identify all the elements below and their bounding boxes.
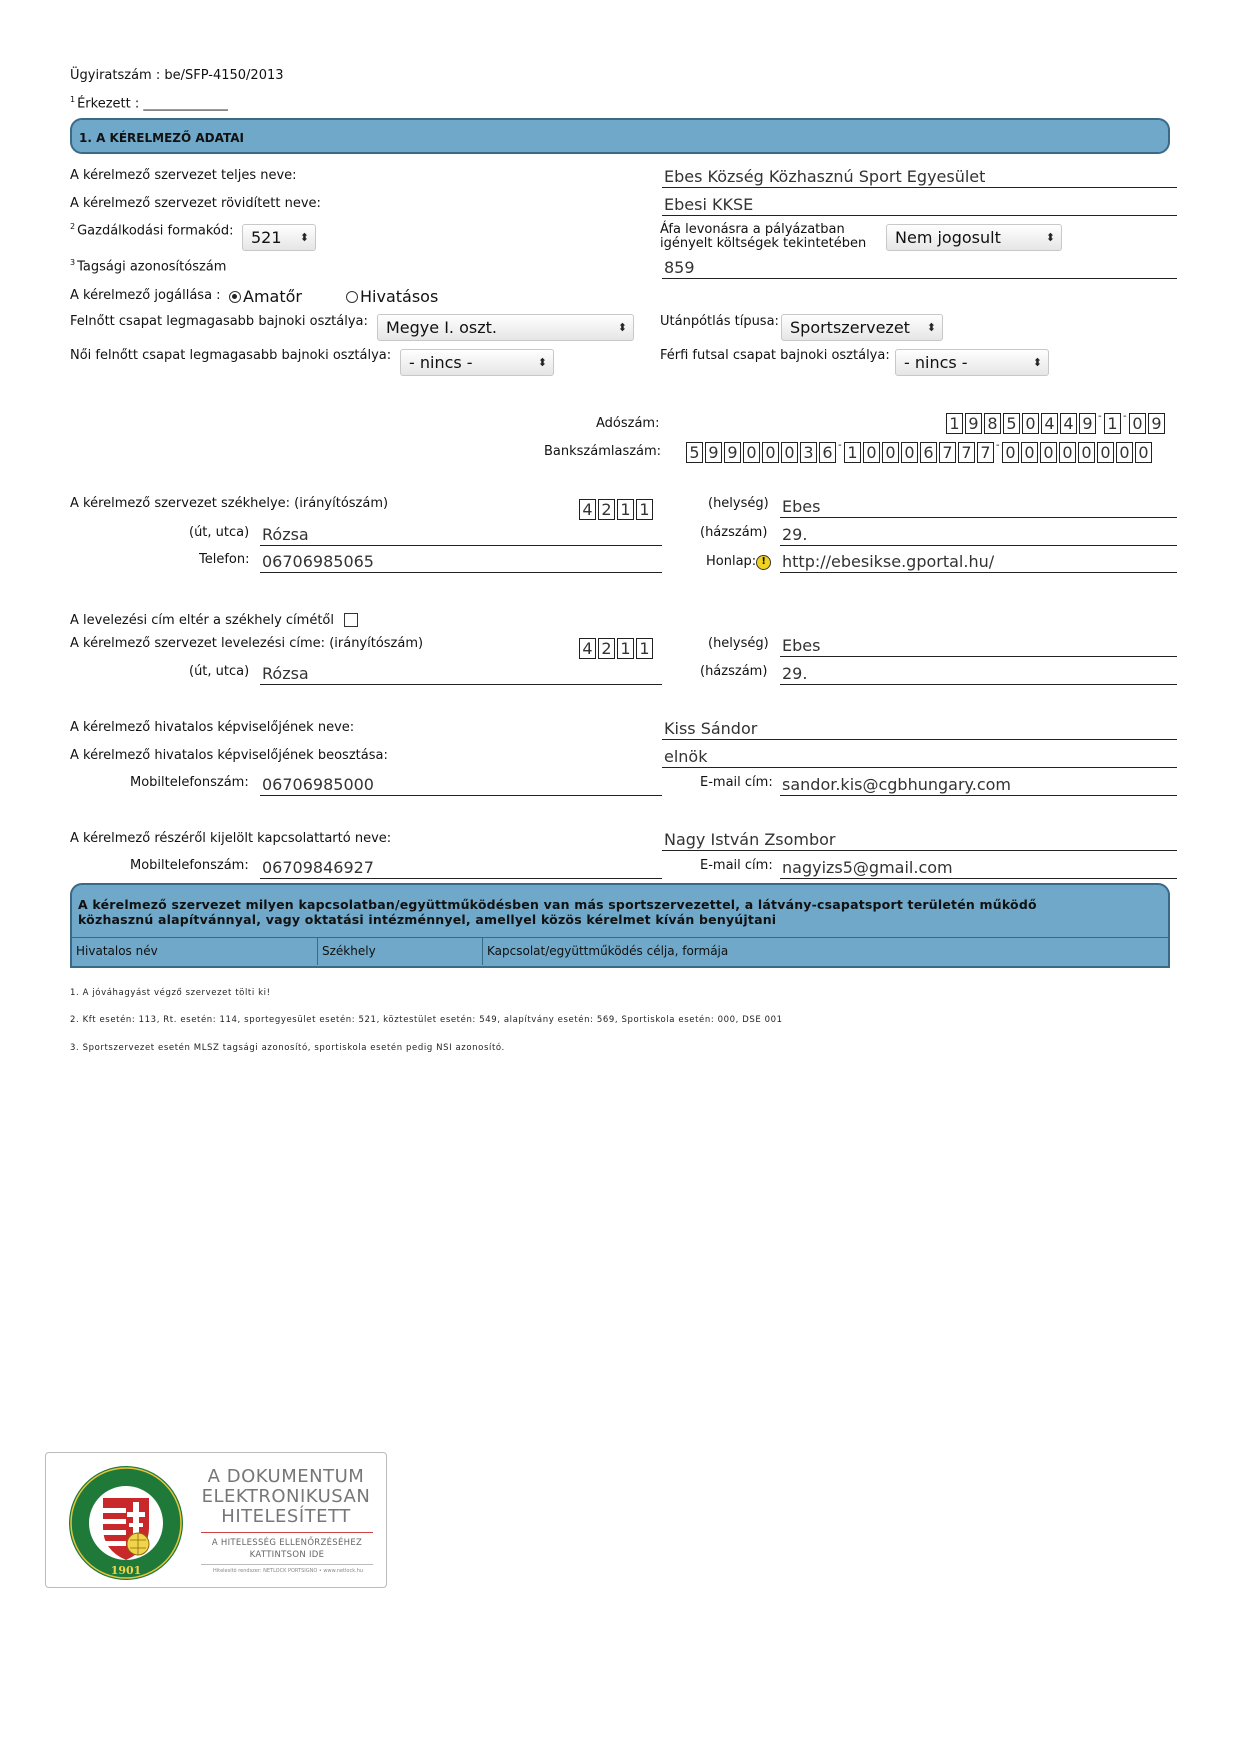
bank-account-separator: - <box>838 440 842 451</box>
contact-mobile-field[interactable]: 06709846927 <box>260 857 662 879</box>
svg-text:1901: 1901 <box>110 1564 142 1577</box>
select-arrows-icon: ⬍ <box>1045 231 1055 244</box>
youth-type-label: Utánpótlás típusa: <box>660 314 779 329</box>
footnote-2: 2. Kft esetén: 113, Rt. esetén: 114, sportegyesület esetén: 521, köztestület esetén: 549, alapítvány esetén: 569, Sportiskola esetén: 000, DSE 001 <box>70 1015 783 1025</box>
bank-account-field[interactable] <box>686 441 1154 463</box>
web-label <box>706 554 771 570</box>
bank-account-digit: 5 <box>686 442 703 463</box>
seat-city-field[interactable]: Ebes <box>780 496 1177 518</box>
legal-status-amateur[interactable] <box>229 287 302 306</box>
seat-zip-digit: 1 <box>636 499 653 520</box>
seat-zip-digit: 1 <box>617 499 634 520</box>
select-arrows-icon: ⬍ <box>926 321 936 334</box>
mail-zip-digit: 1 <box>617 638 634 659</box>
bank-account-digit: 0 <box>1002 442 1019 463</box>
seat-zip-digit: 4 <box>579 499 596 520</box>
select-arrows-icon: ⬍ <box>537 356 547 369</box>
relations-title <box>78 897 1037 927</box>
bank-account-digit: 0 <box>1078 442 1095 463</box>
web-label-text: Honlap: <box>706 554 757 569</box>
received-label: Érkezett : _____________ <box>77 96 228 112</box>
youth-type-value: Sportszervezet <box>790 318 910 337</box>
mail-house-label: (házszám) <box>700 664 768 679</box>
stamp-title-line-3: HITELESÍTETT <box>221 1506 351 1527</box>
mail-zip-digit: 1 <box>636 638 653 659</box>
women-division-label: Női felnőtt csapat legmagasabb bajnoki osztálya: <box>70 348 392 363</box>
web-field[interactable]: http://ebesikse.gportal.hu/ <box>780 551 1177 573</box>
rep-email-label: E-mail cím: <box>700 775 773 790</box>
vat-value: Nem jogosult <box>895 228 1001 247</box>
relations-title-line-2: közhasznú alapítvánnyal, vagy oktatási intézménnyel, amellyel közös kérelmet kíván benyújtani <box>78 912 777 927</box>
tax-number-digit: 5 <box>1003 413 1020 434</box>
tax-number-digit: 0 <box>1022 413 1039 434</box>
tax-number-digit: 9 <box>1148 413 1165 434</box>
bank-account-digit: 0 <box>901 442 918 463</box>
mail-street-label: (út, utca) <box>189 664 250 679</box>
vat-label-line-1: Áfa levonásra a pályázatban <box>660 222 845 237</box>
received-field <box>70 95 228 111</box>
bank-account-digit: 0 <box>781 442 798 463</box>
column-header-purpose: Kapcsolat/együttműködés célja, formája <box>482 938 1168 965</box>
section-1-header <box>70 118 1170 154</box>
bank-account-digit: 0 <box>1059 442 1076 463</box>
bank-account-digit: 0 <box>882 442 899 463</box>
contact-mobile-label: Mobiltelefonszám: <box>130 858 249 873</box>
seat-house-field[interactable]: 29. <box>780 524 1177 546</box>
stamp-title-line-1: A DOKUMENTUM <box>207 1466 365 1487</box>
econ-form-value: 521 <box>251 228 282 247</box>
adult-division-value: Megye I. oszt. <box>386 318 497 337</box>
seat-zip-digit: 2 <box>598 499 615 520</box>
vat-label-line-2: igényelt költségek tekintetében <box>660 236 867 251</box>
seat-street-field[interactable]: Rózsa <box>260 524 662 546</box>
case-number: Ügyiratszám : be/SFP-4150/2013 <box>70 68 284 83</box>
youth-type-select[interactable] <box>781 314 943 341</box>
econ-form-label <box>70 222 233 238</box>
mail-city-label: (helység) <box>708 636 769 651</box>
bank-account-digit: 1 <box>844 442 861 463</box>
bank-account-digit: 0 <box>1040 442 1057 463</box>
tax-number-label: Adószám: <box>596 416 660 431</box>
mail-address-label: A kérelmező szervezet levelezési címe: (irányítószám) <box>70 636 424 651</box>
phone-field[interactable]: 06706985065 <box>260 551 662 573</box>
legal-status-professional[interactable] <box>346 287 438 306</box>
econ-form-label-text: Gazdálkodási formakód: <box>77 223 234 239</box>
contact-email-field[interactable]: nagyizs5@gmail.com <box>780 857 1177 879</box>
member-id-label <box>70 258 226 274</box>
bank-account-digit: 0 <box>743 442 760 463</box>
short-name-label: A kérelmező szervezet rövidített neve: <box>70 196 321 211</box>
relations-table-header <box>72 937 1168 965</box>
stamp-divider <box>201 1532 373 1533</box>
tax-number-digit: 9 <box>965 413 982 434</box>
tax-number-digit: 8 <box>984 413 1001 434</box>
info-icon[interactable]: ! <box>756 555 771 570</box>
contact-name-field[interactable]: Nagy István Zsombor <box>662 829 1177 851</box>
member-id-label-text: Tagsági azonosítószám <box>77 259 227 275</box>
adult-division-label: Felnőtt csapat legmagasabb bajnoki osztálya: <box>70 314 368 329</box>
bank-account-digit: 0 <box>863 442 880 463</box>
seat-address-label: A kérelmező szervezet székhelye: (irányítószám) <box>70 496 389 511</box>
mlsz-seal-icon <box>67 1464 185 1582</box>
radio-unchecked-icon <box>346 291 358 303</box>
contact-email-label: E-mail cím: <box>700 858 773 873</box>
select-arrows-icon: ⬍ <box>617 321 627 334</box>
authentication-stamp[interactable] <box>45 1452 387 1588</box>
bank-account-label: Bankszámlaszám: <box>544 444 662 459</box>
stamp-title-line-2: ELEKTRONIKUSAN <box>201 1486 371 1507</box>
mail-differs-checkbox[interactable] <box>344 613 358 627</box>
footnote-ref-1: 1 <box>70 95 76 104</box>
mail-city-field[interactable]: Ebes <box>780 635 1177 657</box>
stamp-verify-line-1: A HITELESSÉG ELLENŐRZÉSÉHEZ <box>211 1538 363 1548</box>
mail-differs-label: A levelezési cím eltér a székhely címétől <box>70 613 334 628</box>
futsal-division-select[interactable] <box>895 349 1049 376</box>
bank-account-digit: 7 <box>977 442 994 463</box>
tax-number-separator: - <box>1098 411 1102 422</box>
select-arrows-icon: ⬍ <box>1032 356 1042 369</box>
full-name-field[interactable]: Ebes Község Közhasznú Sport Egyesület <box>662 166 1177 188</box>
tax-number-digit: 4 <box>1041 413 1058 434</box>
bank-account-digit: 0 <box>1116 442 1133 463</box>
tax-number-digit: 0 <box>1129 413 1146 434</box>
stamp-verify-text[interactable] <box>196 1537 378 1561</box>
bank-account-digit: 9 <box>724 442 741 463</box>
seat-city-label: (helység) <box>708 496 769 511</box>
relations-title-line-1: A kérelmező szervezet milyen kapcsolatban/együttműködésben van más sportszervezettel, a látvány-csapatsport területén működő <box>78 897 1037 912</box>
seat-zip-field[interactable] <box>579 498 655 520</box>
rep-mobile-label: Mobiltelefonszám: <box>130 775 249 790</box>
legal-status-professional-label: Hivatásos <box>360 287 439 306</box>
seat-house-label: (házszám) <box>700 525 768 540</box>
futsal-division-label: Férfi futsal csapat bajnoki osztálya: <box>660 348 890 363</box>
bank-account-digit: 7 <box>939 442 956 463</box>
tax-number-digit: 1 <box>946 413 963 434</box>
column-header-seat: Székhely <box>317 938 482 965</box>
mail-zip-field[interactable] <box>579 637 655 659</box>
rep-email-field[interactable]: sandor.kis@cgbhungary.com <box>780 774 1177 796</box>
footnote-ref-3: 3 <box>70 258 76 267</box>
rep-name-label: A kérelmező hivatalos képviselőjének neve: <box>70 720 355 735</box>
full-name-label: A kérelmező szervezet teljes neve: <box>70 168 297 183</box>
stamp-title <box>196 1467 376 1527</box>
column-header-name: Hivatalos név <box>76 944 158 958</box>
mail-street-field[interactable]: Rózsa <box>260 663 662 685</box>
rep-mobile-field[interactable]: 06706985000 <box>260 774 662 796</box>
footnote-3: 3. Sportszervezet esetén MLSZ tagsági azonosító, sportiskola esetén pedig NSI azonosító. <box>70 1043 505 1053</box>
seat-street-label: (út, utca) <box>189 525 250 540</box>
phone-label: Telefon: <box>199 552 250 567</box>
bank-account-digit: 3 <box>800 442 817 463</box>
member-id-field[interactable]: 859 <box>662 257 1177 279</box>
stamp-provider: Hitelesítő rendszer: NETLOCK PORTSIGNO • www.netlock.hu <box>212 1568 364 1574</box>
tax-number-digit: 9 <box>1079 413 1096 434</box>
mail-zip-digit: 4 <box>579 638 596 659</box>
legal-status-label: A kérelmező jogállása : <box>70 288 221 303</box>
mail-house-field[interactable]: 29. <box>780 663 1177 685</box>
women-division-select[interactable] <box>400 349 554 376</box>
bank-account-digit: 6 <box>819 442 836 463</box>
radio-checked-icon <box>229 291 241 303</box>
adult-division-select[interactable] <box>377 314 634 341</box>
tax-number-digit: 4 <box>1060 413 1077 434</box>
rep-name-field[interactable]: Kiss Sándor <box>662 718 1177 740</box>
stamp-verify-line-2: KATTINTSON IDE <box>249 1550 325 1560</box>
bank-account-digit: 0 <box>762 442 779 463</box>
legal-status-amateur-label: Amatőr <box>243 287 302 306</box>
contact-name-label: A kérelmező részéről kijelölt kapcsolattartó neve: <box>70 831 392 846</box>
section-1-title: 1. A KÉRELMEZŐ ADATAI <box>79 131 244 145</box>
select-arrows-icon: ⬍ <box>299 231 309 244</box>
footnote-ref-2: 2 <box>70 222 76 231</box>
bank-account-digit: 7 <box>958 442 975 463</box>
short-name-field[interactable]: Ebesi KKSE <box>662 194 1177 216</box>
rep-role-label: A kérelmező hivatalos képviselőjének beosztása: <box>70 748 388 763</box>
bank-account-digit: 0 <box>1097 442 1114 463</box>
econ-form-select[interactable] <box>242 224 316 251</box>
futsal-division-value: - nincs - <box>904 353 968 372</box>
footnote-1: 1. A jóváhagyást végző szervezet tölti ki! <box>70 988 271 998</box>
vat-label <box>660 223 866 251</box>
bank-account-separator: - <box>996 440 1000 451</box>
stamp-divider-2 <box>201 1564 373 1565</box>
bank-account-digit: 0 <box>1021 442 1038 463</box>
rep-role-field[interactable]: elnök <box>662 746 1177 768</box>
tax-number-separator: - <box>1123 411 1127 422</box>
women-division-value: - nincs - <box>409 353 473 372</box>
tax-number-field[interactable] <box>946 412 1167 434</box>
bank-account-digit: 6 <box>920 442 937 463</box>
vat-select[interactable] <box>886 224 1062 251</box>
mail-zip-digit: 2 <box>598 638 615 659</box>
bank-account-digit: 9 <box>705 442 722 463</box>
tax-number-digit: 1 <box>1104 413 1121 434</box>
relations-section <box>70 883 1170 968</box>
bank-account-digit: 0 <box>1135 442 1152 463</box>
